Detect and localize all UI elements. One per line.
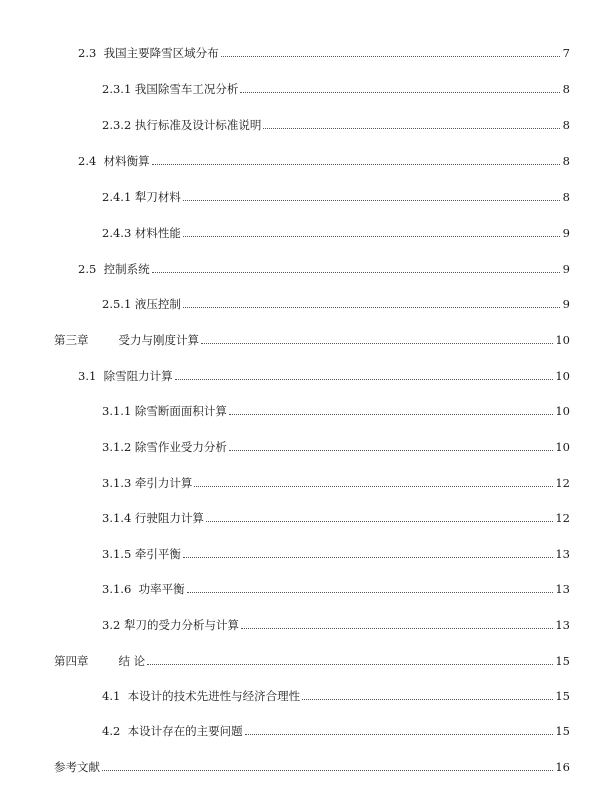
dot-leader [183,557,553,558]
toc-entry-label: 2.4 材料衡算 [78,154,150,168]
toc-entry[interactable] [102,293,570,311]
page-number: 8 [562,190,570,204]
toc-entry-label: 3.1.1 除雪断面面积计算 [102,404,227,418]
dot-leader [152,164,560,165]
page-number: 13 [555,582,570,596]
toc-entry-label: 3.1.5 牵引平衡 [102,547,181,561]
page-number: 8 [562,118,570,132]
page-number: 10 [555,440,570,454]
toc-entry-label: 2.3.2 执行标准及设计标准说明 [102,118,262,132]
dot-leader [183,236,560,237]
toc-entry[interactable] [102,578,570,596]
dot-leader [240,92,560,93]
dot-leader [147,664,553,665]
page-number: 12 [555,511,570,525]
page-number: 9 [562,262,570,276]
toc-entry[interactable] [102,543,570,561]
dot-leader [194,486,553,487]
toc-entry-label: 3.1.4 行驶阻力计算 [102,511,204,525]
page-number: 13 [555,547,570,561]
toc-entry[interactable] [102,614,570,632]
page-number: 10 [555,369,570,383]
toc-entry[interactable] [78,150,570,168]
dot-leader [229,414,553,415]
toc-entry[interactable] [102,114,570,132]
dot-leader [201,343,553,344]
toc-entry-label: 4.1 本设计的技术先进性与经济合理性 [102,689,301,703]
page-number: 9 [562,297,570,311]
toc-entry-label: 参考文献 [54,760,100,774]
toc-entry[interactable] [102,685,570,703]
dot-leader [206,521,553,522]
dot-leader [229,450,553,451]
toc-entry[interactable] [102,720,570,738]
toc-entry-label: 2.5.1 液压控制 [102,297,181,311]
page-number: 12 [555,476,570,490]
toc-entry[interactable] [54,329,570,347]
toc-entry-label: 第三章 受力与刚度计算 [54,333,199,347]
page-number: 15 [555,724,570,738]
page-number: 9 [562,226,570,240]
page-number: 10 [555,404,570,418]
toc-entry-label: 2.4.3 材料性能 [102,226,181,240]
toc-entry[interactable] [78,42,570,60]
dot-leader [221,56,560,57]
toc-entry-label: 3.1 除雪阻力计算 [78,369,173,383]
dot-leader [241,628,553,629]
page-number: 8 [562,82,570,96]
dot-leader [152,272,560,273]
toc-entry[interactable] [102,222,570,240]
dot-leader [183,307,560,308]
toc-entry-label: 4.2 本设计存在的主要问题 [102,724,243,738]
toc-entry[interactable] [54,756,570,774]
toc-entry-label: 3.1.6 功率平衡 [102,582,185,596]
toc-entry[interactable] [102,472,570,490]
toc-entry[interactable] [102,186,570,204]
toc-entry[interactable] [102,507,570,525]
page-number: 16 [555,760,570,774]
page-number: 13 [555,618,570,632]
toc-entry-label: 3.1.3 牵引力计算 [102,476,193,490]
toc-entry-label: 3.2 犁刀的受力分析与计算 [102,618,239,632]
dot-leader [187,592,554,593]
dot-leader [175,379,554,380]
page-number: 10 [555,333,570,347]
toc-entry[interactable] [102,400,570,418]
toc-entry[interactable] [78,258,570,276]
toc-entry[interactable] [78,365,570,383]
toc-entry[interactable] [102,436,570,454]
toc-entry-label: 2.3.1 我国除雪车工况分析 [102,82,239,96]
toc-entry-label: 2.3 我国主要降雪区域分布 [78,46,219,60]
page-number: 15 [555,689,570,703]
dot-leader [302,699,553,700]
page-number: 8 [562,154,570,168]
page-number: 7 [562,46,570,60]
dot-leader [102,770,553,771]
toc-entry-label: 3.1.2 除雪作业受力分析 [102,440,227,454]
toc-entry[interactable] [54,650,570,668]
dot-leader [245,734,554,735]
dot-leader [183,200,560,201]
toc-entry-label: 第四章 结 论 [54,654,146,668]
toc-entry-label: 2.4.1 犁刀材料 [102,190,181,204]
page-number: 15 [555,654,570,668]
toc-entry-label: 2.5 控制系统 [78,262,150,276]
dot-leader [263,128,560,129]
toc-entry[interactable] [102,78,570,96]
